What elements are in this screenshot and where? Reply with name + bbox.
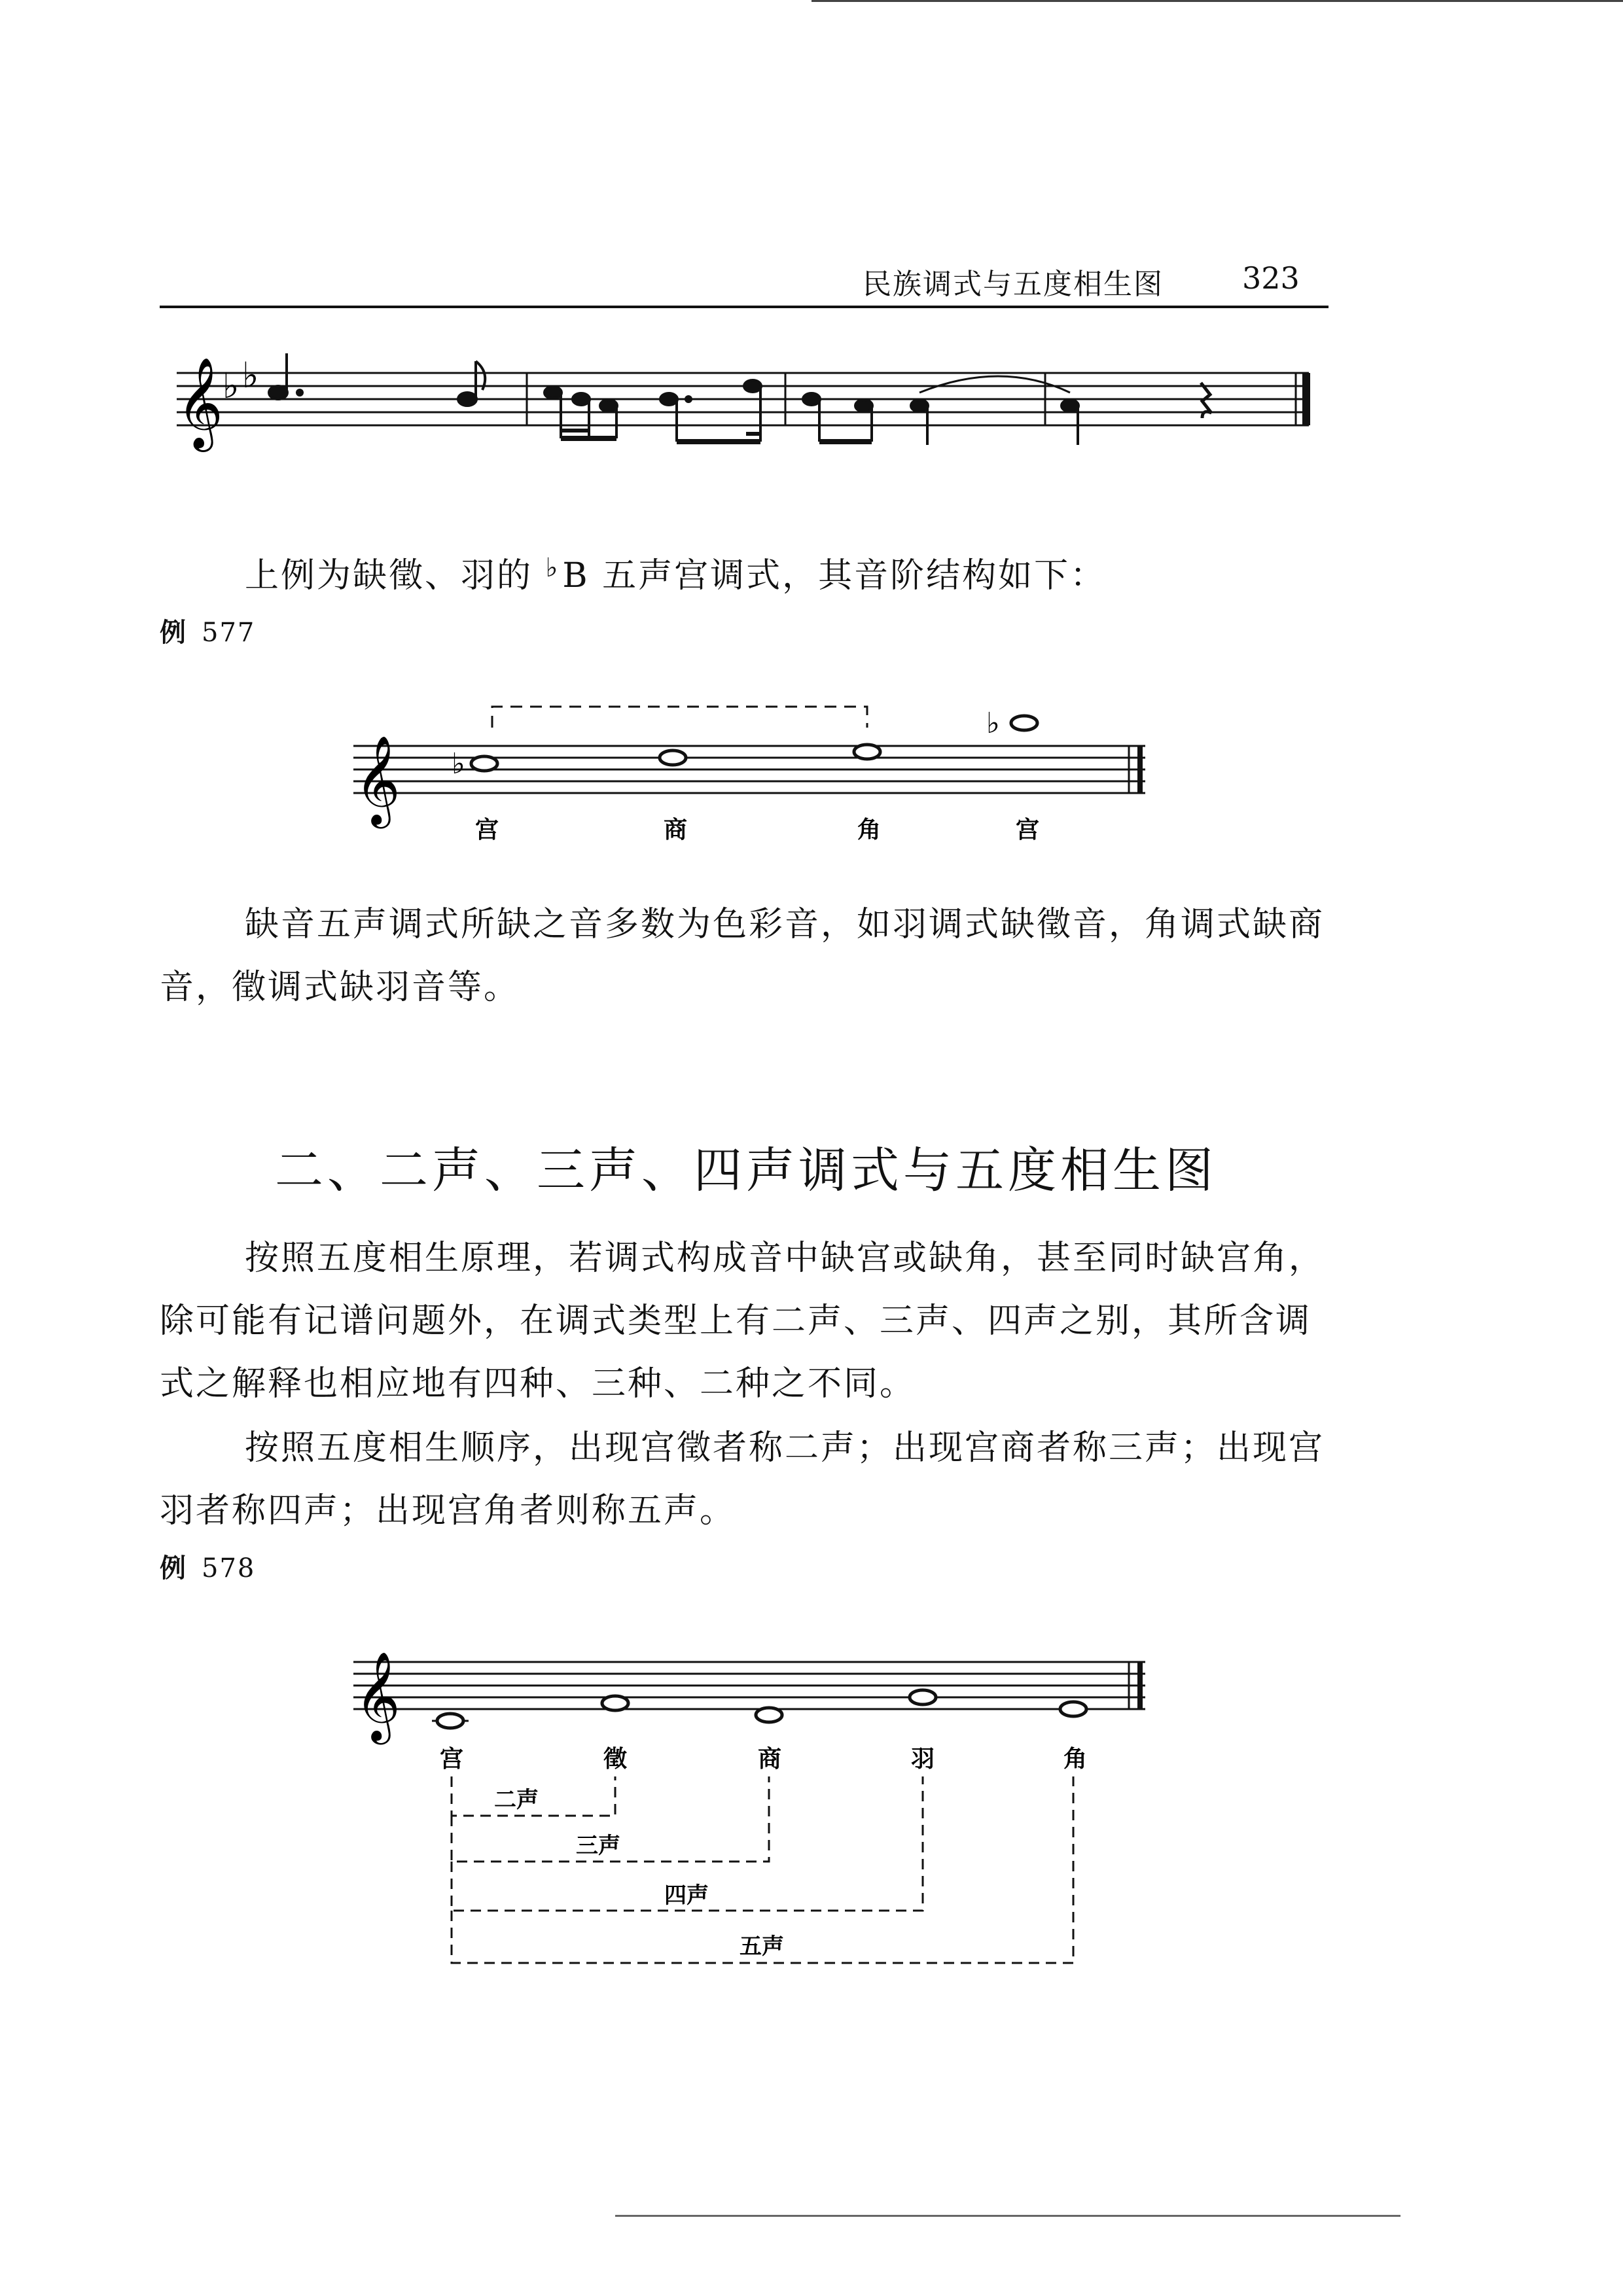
treble-clef-icon: 𝄞	[355, 1650, 401, 1740]
treble-clef-icon: 𝄞	[177, 357, 223, 448]
treble-clef-icon: 𝄞	[355, 734, 401, 824]
group-label: 二声	[494, 1787, 539, 1813]
page-number: 323	[1242, 260, 1300, 296]
paragraph-1-text-b: B 五声宫调式，其音阶结构如下：	[562, 556, 1107, 595]
paragraph-4	[160, 1417, 1329, 1542]
paragraph-2	[160, 893, 1329, 1019]
paragraph-3-text: 按照五度相生原理，若调式构成音中缺宫或缺角，甚至同时缺宫角，除可能有记谱问题外，在调式类型上有二声、三声、四声之别，其所含调式之解释也相应地有四种、三种、二种之不同。	[160, 1239, 1325, 1404]
running-title: 民族调式与五度相生图	[863, 268, 1164, 301]
svg-text:♭: ♭	[242, 354, 259, 396]
note-label: 商	[758, 1745, 782, 1773]
note-label: 宫	[440, 1745, 464, 1773]
section-title: 二、二声、三声、四声调式与五度相生图	[275, 1142, 1217, 1199]
paragraph-1	[160, 537, 1329, 607]
note-label: 徵	[603, 1745, 628, 1773]
score-excerpt-top	[157, 347, 1329, 478]
note-label: 角	[857, 816, 882, 843]
svg-text:♭: ♭	[986, 707, 1000, 740]
svg-text:♭: ♭	[223, 364, 240, 406]
group-label: 三声	[576, 1833, 620, 1859]
note-label: 角	[1063, 1745, 1088, 1773]
paragraph-1-text-a: 上例为缺徵、羽的	[245, 556, 533, 595]
example-keyword: 例	[160, 617, 187, 648]
note-label: 宫	[1016, 816, 1040, 843]
example-keyword: 例	[160, 1553, 187, 1583]
score-example-577	[340, 694, 1165, 857]
svg-text:♭: ♭	[452, 747, 465, 781]
bottom-scan-line	[615, 2215, 1400, 2217]
top-edge-line	[812, 0, 1623, 2]
header-rule	[160, 306, 1329, 308]
group-label: 四声	[664, 1882, 709, 1909]
note-label: 商	[664, 816, 688, 843]
final-barline	[1302, 373, 1310, 425]
example-577-label	[160, 612, 255, 649]
note-label: 宫	[475, 816, 499, 843]
example-number: 577	[202, 618, 256, 648]
example-578-label	[160, 1547, 255, 1585]
example-number: 578	[202, 1553, 256, 1583]
paragraph-4-text: 按照五度相生顺序，出现宫徵者称二声；出现宫商者称三声；出现宫羽者称四声；出现宫角者则称五声。	[160, 1428, 1325, 1530]
group-label: 五声	[740, 1934, 784, 1960]
note-label: 羽	[911, 1745, 935, 1773]
paragraph-2-text: 缺音五声调式所缺之音多数为色彩音，如羽调式缺徵音，角调式缺商音，徵调式缺羽音等。	[160, 905, 1325, 1007]
score-example-578	[340, 1636, 1165, 1989]
paragraph-3	[160, 1227, 1329, 1415]
flat-sign: ♭	[545, 552, 560, 583]
